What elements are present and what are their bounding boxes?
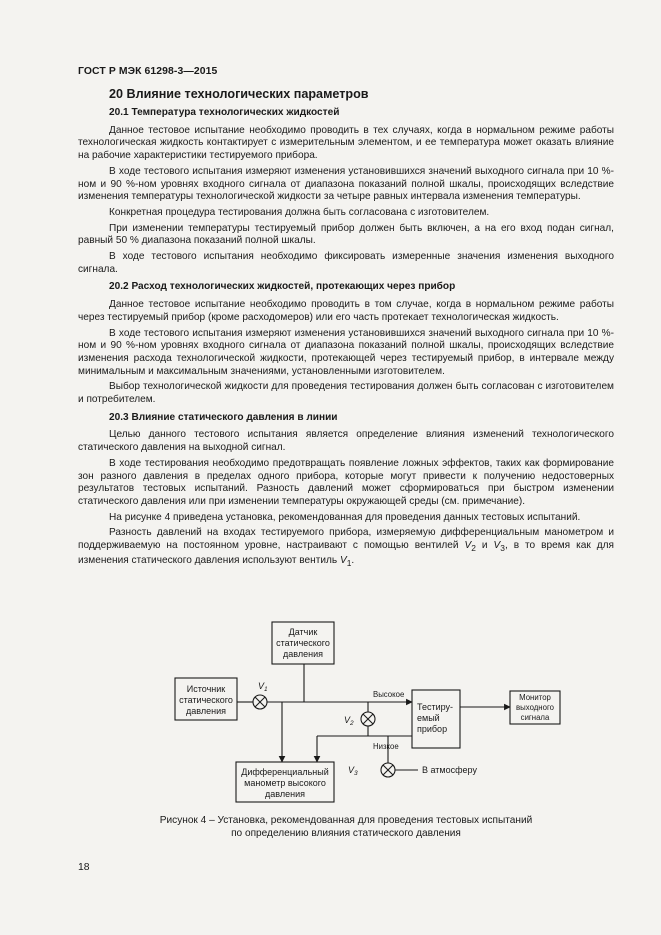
page-number: 18 [78,862,90,873]
caption-line: по определению влияния статического давления [231,828,461,839]
document-body [78,86,614,570]
high-pressure-label: Высокое [373,690,405,699]
paragraph-valves: Разность давлений на входах тестируемого прибора, измеряемую дифференциальным манометром и поддерживаемую на постоянном уровне, настраивают с помощью вентилей $V_2$ и $V_3$, в то время как для изменения статического давления используют вентиль $V_1$. [78,527,614,568]
paragraph: Данное тестовое испытание необходимо проводить в том случае, когда в нормальном режиме работы через тестируемый прибор (кроме расходомеров) или его часть протекает технологическая жидкость. [78,299,614,323]
valve-v3-label: $V_3$ [348,765,358,777]
atmosphere-label: В атмосферу [422,765,477,775]
subsection-title-20-2: 20.2 Расход технологических жидкостей, протекающих через прибор [109,281,456,293]
paragraph: В ходе тестового испытания измеряют изменения установившихся значений выходного сигнала при 10 %-ном и 90 %-ном уровнях входного сигнала от диапазона показаний полной шкалы, происходящих вследствие изменения температуры технологической жидкости за четыре равных интервала изменения температуры. [78,165,614,203]
paragraph: В ходе тестового испытания необходимо фиксировать измеренные значения изменения выходного сигнала. [78,251,614,275]
valve-v2-label: $V_2$ [344,715,354,727]
svg-text:давления: давления [265,789,305,799]
paragraph: Выбор технологической жидкости для проведения тестирования должен быть согласован с изготовителем и потребителем. [78,381,614,406]
svg-text:манометр высокого: манометр высокого [244,778,326,788]
sensor-label: Датчик [288,627,318,637]
manometer-label: Дифференциальный [241,767,329,777]
svg-text:давления: давления [186,706,226,716]
svg-text:давления: давления [283,649,323,659]
valve-v1-label: $V_1$ [258,681,268,693]
document-header: ГОСТ Р МЭК 61298-3—2015 [78,66,218,77]
monitor-label: Монитор [519,693,551,702]
svg-text:емый: емый [417,713,440,723]
caption-line: Рисунок 4 – Установка, рекомендованная для проведения тестовых испытаний [159,815,533,826]
paragraph: Целью данного тестового испытания является определение влияния изменений технологического статического давления на выходной сигнал. [78,429,614,454]
svg-text:выходного: выходного [516,703,554,712]
paragraph: Данное тестовое испытание необходимо проводить в тех случаях, когда в нормальном режиме работы технологическая жидкость контактирует с измерительным элементом, и ее температура может оказать влияние на рабочие характеристики тестируемого прибора. [78,124,614,162]
paragraph: В ходе тестирования необходимо предотвращать появление ложных эффектов, таких как формирование зон разного давления в пределах одного прибора, которые могут привести к получению недостоверных результатов тестовых испытаний. Разность давлений может сформироваться при быстром изменении статического давления или при изменении температуры окружающей среды (см. примечание). [78,457,614,507]
svg-text:статического: статического [276,638,330,648]
subsection-title-20-1: 20.1 Температура технологических жидкостей [109,107,340,118]
subsection-title-20-3: 20.3 Влияние статического давления в линии [109,411,338,423]
svg-text:сигнала: сигнала [520,713,550,722]
svg-text:прибор: прибор [417,724,448,734]
svg-text:статического: статического [179,695,233,705]
paragraph: При изменении температуры тестируемый прибор должен быть включен, а на его вход подан сигнал, равный 50 % диапазона показаний полной шкалы. [78,222,614,247]
paragraph: В ходе тестового испытания измеряют изменения установившихся значений выходного сигнала при 10 %-ном и 90 %-ном уровнях входного сигнала от диапазона показаний полной шкалы, происходящих вследствие изменения расхода технологической жидкости, протекающей через тестируемый прибор, в интервале между минимальным и максимальным значениями, установленными изготовителем. [78,327,614,377]
test-setup-diagram [150,614,570,809]
paragraph: Конкретная процедура тестирования должна быть согласована с изготовителем. [109,206,490,218]
section-title: 20 Влияние технологических параметров [109,87,369,101]
figure-caption [78,814,614,840]
device-label: Тестиру- [417,702,454,712]
paragraph: На рисунке 4 приведена установка, рекомендованная для проведения данных тестовых испытаний. [109,511,581,523]
low-pressure-label: Низкое [373,742,399,751]
source-label: Источник [186,684,226,694]
